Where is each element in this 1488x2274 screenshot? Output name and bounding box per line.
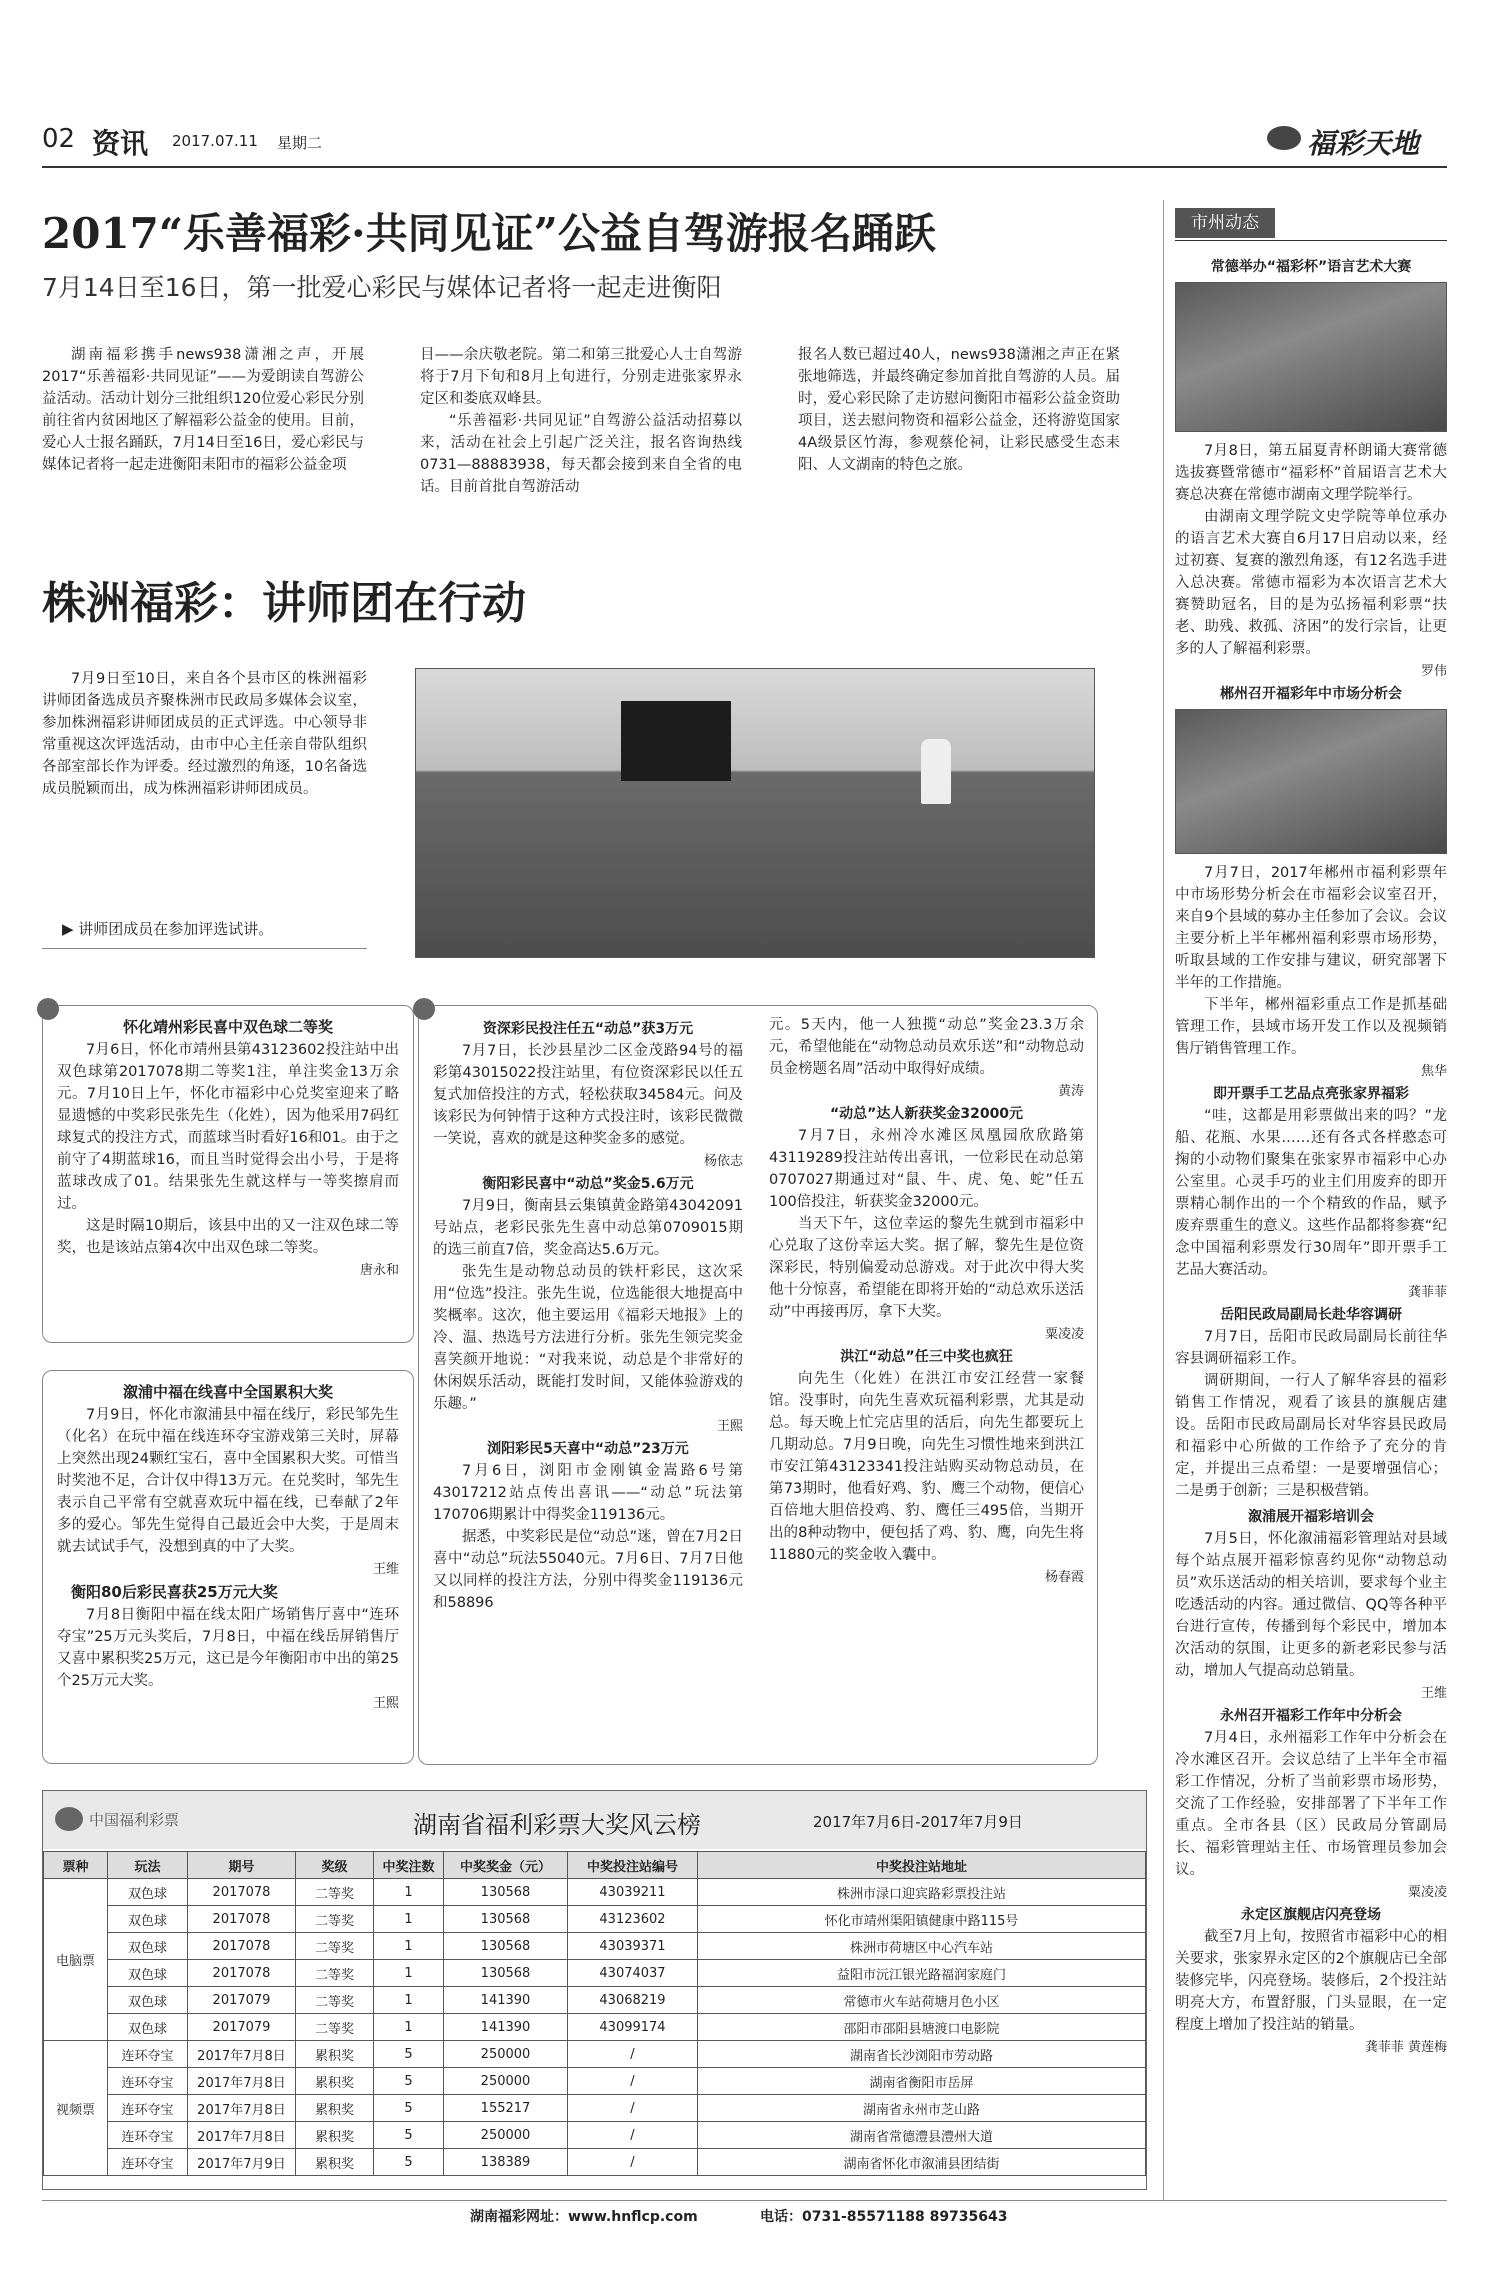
table-cell: 141390 (444, 1987, 568, 2014)
table-cell: 250000 (444, 2068, 568, 2095)
lead-title: 2017“乐善福彩·共同见证”公益自驾游报名踊跃 (42, 209, 936, 258)
table-cell: 43123602 (568, 1906, 698, 1933)
table-cell: 2017078 (188, 1906, 296, 1933)
table-cell: 5 (374, 2095, 444, 2122)
table-cell: 常德市火车站荷塘月色小区 (698, 1987, 1146, 2014)
table-cell: 1 (374, 1879, 444, 1906)
lottery-table-block (42, 1790, 1147, 2190)
table-row (44, 1906, 1146, 1933)
table-cell: 2017078 (188, 1933, 296, 1960)
table-cell: 二等奖 (296, 1987, 374, 2014)
table-row (44, 2041, 1146, 2068)
lead-col-2: 目——余庆敬老院。第二和第三批爱心人士自驾游将于7月下旬和8月上旬进行，分别走进张家界永定区和娄底双峰县。 “乐善福彩·共同见证”自驾游公益活动招募以来，活动在社会上引起广泛关注，报名咨询热线0731—88883938，每天都会接到来自全省的电话。目前首批自驾游活动 (420, 347, 742, 495)
table-row (44, 1987, 1146, 2014)
table-cell: 连环夺宝 (108, 2149, 188, 2176)
section-name: 资讯 (92, 127, 149, 160)
table-cell: 湖南省永州市芝山路 (698, 2095, 1146, 2122)
table-cell: 5 (374, 2149, 444, 2176)
table-cell: 双色球 (108, 1987, 188, 2014)
table-cell: 1 (374, 1960, 444, 1987)
table-cell: 5 (374, 2122, 444, 2149)
photo-lecture (415, 668, 1095, 958)
table-cell: 连环夺宝 (108, 2122, 188, 2149)
box-left-bottom-p1: 7月9日，怀化市溆浦县中福在线厅，彩民邹先生（化名）在玩中福在线连环夺宝游戏第三关时，屏幕上突然出现24颗红宝石，喜中全国累积大奖。可惜当时奖池不足，合计仅中得13万元。在兑奖时，邹先生表示自己平常有空就喜欢玩中福在线，已奉献了2年多的爱心。邹先生觉得自己最近会中大奖，于是周末就去试试手气，没想到真的中了大奖。 (57, 1407, 399, 1555)
second-body: 7月9日至10日，来自各个县市区的株洲福彩讲师团备选成员齐聚株洲市民政局多媒体会议室，参加株洲福彩讲师团成员的正式评选。中心领导非常重视这次评选活动，由市中心主任亲自带队组织各部室部长作为评委。经过激烈的角逐，10名备选成员脱颖而出，成为株洲福彩讲师团成员。 (42, 671, 367, 797)
badge-icon (37, 998, 59, 1020)
table-cell: 2017年7月8日 (188, 2041, 296, 2068)
page-number: 02 (42, 124, 76, 154)
box-left-top (42, 1005, 414, 1343)
box-left-top-p1: 7月6日，怀化市靖州县第43123602投注站中出双色球第2017078期二等奖1注，单注奖金13万余元。7月10日上午，怀化市福彩中心兑奖室迎来了略显遗憾的中奖彩民张先生（化姓），因为他采用7码红球复式的投注方式，而蓝球当时看好16和01。由于之前守了4期蓝球16，而且当时觉得会出小号，于是将蓝球改成了01。结果张先生就这样与一等奖擦肩而过。 (57, 1042, 399, 1212)
table-cell: 2017078 (188, 1879, 296, 1906)
badge-icon (413, 998, 435, 1020)
table-cell: / (568, 2095, 698, 2122)
table-cell: 连环夺宝 (108, 2068, 188, 2095)
table-cell: / (568, 2149, 698, 2176)
table-cell: / (568, 2068, 698, 2095)
table-cell: 43039211 (568, 1879, 698, 1906)
lead-subtitle: 7月14日至16日，第一批爱心彩民与媒体记者将一起走进衡阳 (42, 273, 722, 302)
table-cell: 43099174 (568, 2014, 698, 2041)
sidebar-tag-rule (1175, 240, 1447, 241)
table-cell: 株洲市荷塘区中心汽车站 (698, 1933, 1146, 1960)
table-cell: 250000 (444, 2041, 568, 2068)
brand-logo-icon (1267, 126, 1301, 150)
table-cell: 双色球 (108, 1879, 188, 1906)
table-cell: 2017年7月9日 (188, 2149, 296, 2176)
table-cell: 1 (374, 1987, 444, 2014)
table-cell: 2017079 (188, 2014, 296, 2041)
table-title: 湖南省福利彩票大奖风云榜 (413, 1811, 701, 1839)
table-row (44, 2122, 1146, 2149)
table-row (44, 2068, 1146, 2095)
lottery-table (43, 1851, 1146, 2176)
table-cell: 双色球 (108, 2014, 188, 2041)
speaker-figure (921, 739, 951, 804)
table-cell: 累积奖 (296, 2068, 374, 2095)
issue-weekday: 星期二 (277, 134, 323, 152)
sidebar-divider (1163, 200, 1164, 2200)
table-cell: 2017年7月8日 (188, 2122, 296, 2149)
welfare-logo-icon (55, 1807, 83, 1831)
table-cell: 双色球 (108, 1960, 188, 1987)
table-header-bar (43, 1791, 1146, 1849)
table-cell: 43039371 (568, 1933, 698, 1960)
table-cell: 双色球 (108, 1906, 188, 1933)
table-cell: / (568, 2041, 698, 2068)
table-cell: 138389 (444, 2149, 568, 2176)
table-row (44, 2149, 1146, 2176)
table-cell: 2017年7月8日 (188, 2068, 296, 2095)
footer-site: 湖南福彩网址：www.hnflcp.com (470, 2209, 698, 2225)
table-cell: 连环夺宝 (108, 2041, 188, 2068)
table-row (44, 1960, 1146, 1987)
table-cell: 累积奖 (296, 2149, 374, 2176)
footer-phone: 电话：0731-85571188 89735643 (760, 2209, 1008, 2225)
projector-screen (621, 701, 731, 781)
table-cell: 益阳市沅江银光路福润家庭门 (698, 1960, 1146, 1987)
table-cell: 湖南省怀化市溆浦县团结街 (698, 2149, 1146, 2176)
box-left-top-title: 怀化靖州彩民喜中双色球二等奖 (122, 1018, 333, 1036)
table-cell: / (568, 2122, 698, 2149)
table-cell: 湖南省常德澧县澧州大道 (698, 2122, 1146, 2149)
caption-rule (42, 948, 367, 949)
table-cell: 湖南省衡阳市岳屏 (698, 2068, 1146, 2095)
table-cell: 2017078 (188, 1960, 296, 1987)
table-cell: 1 (374, 1933, 444, 1960)
brand-name: 福彩天地 (1307, 127, 1420, 160)
footer-rule (42, 2200, 1447, 2201)
table-cell: 1 (374, 2014, 444, 2041)
table-cell: 155217 (444, 2095, 568, 2122)
table-period: 2017年7月6日-2017年7月9日 (813, 1813, 1023, 1831)
welfare-logo-text: 中国福利彩票 (89, 1811, 180, 1829)
table-cell: 5 (374, 2041, 444, 2068)
sidebar-tag: 市州动态 (1175, 208, 1275, 238)
lead-col-1: 湖南福彩携手news938潇湘之声，开展2017“乐善福彩·共同见证”——为爱朗读自驾游公益活动。活动计划分三批组织120位爱心彩民分别前往省内贫困地区了解福彩公益金的使用。目前，爱心人士报名踊跃，7月14日至16日，爱心彩民与媒体记者将一起走进衡阳耒阳市的福彩公益金项 (42, 347, 364, 473)
table-row (44, 1879, 1146, 1906)
box-left-bottom-sub: 衡阳80后彩民喜获25万元大奖 (71, 1583, 278, 1601)
table-cell: 二等奖 (296, 1933, 374, 1960)
sidebar: 常德举办“福彩杯”语言艺术大赛 7月8日，第五届夏青杯朗诵大赛常德选拔赛暨常德市“福彩杯”首届语言艺术大赛总决赛在常德市湖南文理学院举行。 由湖南文理学院文史学院等单位承办的语言艺术大赛自6月17日启动以来，经过初赛、复赛的激烈角逐，有12名选手进入总决赛。常德市福彩为本次语言艺术大赛赞助冠名，目的是为弘扬福利彩票“扶老、助残、救孤、济困”的发行宗旨，让更多的人了解福利彩票。 罗伟 郴州召开福彩年中市场分析会 7月7日，2017年郴州市福利彩票年中市场形势分析会在市福彩会议室召开，来自9个县域的募办主任参加了会议。会议主要分析上半年郴州福利彩票市场形势，听取县域的工作安排与建议，研究部署下半年的工作措施。 下半年，郴州福彩重点工作是抓基础管理工作，县域市场开发工作以及视频销售厅销售管理工作。 焦华 即开票手工艺品点亮张家界福彩 “哇，这都是用彩票做出来的吗？”龙船、花瓶、水果……还有各式各样憨态可掬的小动物们聚集在张家界市福彩中心办公室里。心灵手巧的业主们用废弃的即开票精心制作出的一个个精致的作品，赋予废弃票重生的意义。这些作品都将参赛“纪念中国福利彩票发行30周年”即开票手工艺品大赛活动。 龚菲菲 岳阳民政局副局长赴华容调研 7月7日，岳阳市民政局副局长前往华容县调研福彩工作。 调研期间，一行人了解华容县的福彩销售工作情况，观看了该县的旗舰店建设。岳阳市民政局副局长对华容县民政局和福彩中心所做的工作给予了充分的肯定，并提出三点希望：一是要增强信心；二是勇于创新；三是积极营销。 溆浦展开福彩培训会 7月5日，怀化溆浦福彩管理站对县域每个站点展开福彩惊喜约见你“动物总动员”欢乐送活动的相关培训，要求每个业主吃透活动的内容。通过微信、QQ等各种平台进行宣传，传播到每个彩民中，增加本次活动的氛围，让更多的新老彩民参与活动，增加人气提高动总销量。 王维 永州召开福彩工作年中分析会 7月4日，永州福彩工作年中分析会在冷水滩区召开。会议总结了上半年全市福彩工作情况，分析了当前彩票市场形势，交流了工作经验，安排部署了下半年工作重点。全市各县（区）民政局分管副局长、福彩管理站主任、市场管理员参加会议。 粟凌凌 永定区旗舰店闪亮登场 截至7月上旬，按照省市福彩中心的相关要求，张家界永定区的2个旗舰店已全部装修完毕，闪亮登场。装修后，2个投注站明亮大方，布置舒服，门头显眼，在一定程度上增加了投注站的销量。 龚菲菲 黄莲梅 (1175, 259, 1447, 2055)
table-cell: 累积奖 (296, 2095, 374, 2122)
table-cell: 2017年7月8日 (188, 2095, 296, 2122)
table-row (44, 1933, 1146, 1960)
table-cell: 130568 (444, 1906, 568, 1933)
box-left-top-byline: 唐永和 (359, 1263, 399, 1278)
table-cell: 43068219 (568, 1987, 698, 2014)
box-left-bottom (42, 1370, 414, 1764)
table-cell: 累积奖 (296, 2041, 374, 2068)
page-header (42, 120, 1447, 164)
lead-col-3: 报名人数已超过40人，news938潇湘之声正在紧张地筛选，并最终确定参加首批自驾游的人员。届时，爱心彩民除了走访慰问衡阳市福彩公益金资助项目，送去慰问物资和福彩公益金，还将游览国家4A级景区竹海，参观蔡伦祠，让彩民感受生态耒阳、人文湖南的特色之旅。 (798, 347, 1120, 473)
table-cell: 5 (374, 2068, 444, 2095)
table-cell: 双色球 (108, 1933, 188, 1960)
ticket-type-cell: 视频票 (44, 2041, 108, 2176)
table-cell: 累积奖 (296, 2122, 374, 2149)
table-cell: 130568 (444, 1879, 568, 1906)
table-cell: 怀化市靖州渠阳镇健康中路115号 (698, 1906, 1146, 1933)
ticket-type-cell: 电脑票 (44, 1879, 108, 2041)
table-cell: 2017079 (188, 1987, 296, 2014)
header-rule (42, 166, 1447, 168)
table-header-row: 票种 玩法 期号 奖级 中奖注数 中奖奖金（元） 中奖投注站编号 中奖投注站地址 (44, 1852, 1146, 1879)
table-wrapper (43, 1851, 1146, 2176)
table-cell: 二等奖 (296, 2014, 374, 2041)
issue-date: 2017.07.11 (172, 132, 258, 150)
table-cell: 二等奖 (296, 1879, 374, 1906)
table-cell: 二等奖 (296, 1960, 374, 1987)
table-cell: 130568 (444, 1933, 568, 1960)
table-cell: 1 (374, 1906, 444, 1933)
table-cell: 130568 (444, 1960, 568, 1987)
table-row (44, 2014, 1146, 2041)
table-cell: 141390 (444, 2014, 568, 2041)
table-row (44, 2095, 1146, 2122)
box-left-bottom-by2: 王熙 (372, 1696, 399, 1711)
table-cell: 二等奖 (296, 1906, 374, 1933)
table-cell: 连环夺宝 (108, 2095, 188, 2122)
box-mid-col-2: 元。5天内，他一人独揽“动总”奖金23.3万余元，希望他能在“动物总动员欢乐送”和“动物总动员金榜题名周”活动中取得好成绩。 黄涛 “动总”达人新获奖金32000元 7月7日，永州冷水滩区凤凰园欣欣路第43119289投注站传出喜讯，一位彩民在动总第0707027期通过对“鼠、牛、虎、兔、蛇”任五100倍投注，斩获奖金32000元。 当天下午，这位幸运的黎先生就到市福彩中心兑取了这份幸运大奖。据了解，黎先生是位资深彩民，特别偏爱动总游戏。对于此次中得大奖他十分惊喜，希望能在即将开始的“动总欢乐送活动”中再接再厉，拿下大奖。 粟凌凌 洪江“动总”任三中奖也疯狂 向先生（化姓）在洪江市安江经营一家餐馆。没事时，向先生喜欢玩福利彩票，尤其是动总。每天晚上忙完店里的活后，向先生都要玩上几期动总。7月9日晚，向先生习惯性地来到洪江市安江第43123341投注站购买动物总动员，在第73期时，他看好鸡、豹、鹰三个动物，便信心百倍地大胆倍投鸡、豹、鹰任三495倍，当期开出的8种动物中，便包括了鸡、豹、鹰，向先生将11880元的奖金收入囊中。 杨春霞 (769, 1017, 1084, 1585)
photo-meeting (1175, 709, 1447, 854)
box-left-bottom-p2: 7月8日衡阳中福在线太阳广场销售厅喜中“连环夺宝”25万元头奖后，7月8日，中福在线岳屏销售厅又喜中累积奖25万元，这已是今年衡阳市中出的第25个25万元大奖。 (57, 1607, 399, 1689)
box-mid (418, 1005, 1098, 1765)
table-cell: 43074037 (568, 1960, 698, 1987)
box-left-top-p2: 这是时隔10期后，该县中出的又一注双色球二等奖，也是该站点第4次中出双色球二等奖。 (57, 1218, 399, 1256)
table-cell: 湖南省长沙浏阳市劳动路 (698, 2041, 1146, 2068)
table-cell: 250000 (444, 2122, 568, 2149)
table-cell: 邵阳市邵阳县塘渡口电影院 (698, 2014, 1146, 2041)
photo-caption: ▶ 讲师团成员在参加评选试讲。 (62, 920, 274, 938)
box-left-bottom-by1: 王维 (372, 1562, 399, 1577)
second-title: 株洲福彩：讲师团在行动 (42, 578, 526, 629)
box-left-bottom-title: 溆浦中福在线喜中全国累积大奖 (122, 1383, 333, 1401)
photo-contest (1175, 282, 1447, 432)
table-cell: 株洲市渌口迎宾路彩票投注站 (698, 1879, 1146, 1906)
box-mid-col-1: 资深彩民投注任五“动总”获3万元 7月7日，长沙县星沙二区金茂路94号的福彩第43015022投注站里，有位资深彩民以任五复式加倍投注的方式，轻松获取34584元。问及该彩民为何钟情于这种方式投注时，该彩民微微一笑说，喜欢的就是这种奖金多的感觉。 杨依志 衡阳彩民喜中“动总”奖金5.6万元 7月9日，衡南县云集镇黄金路第43042091号站点，老彩民张先生喜中动总第0709015期的选三前直7倍，奖金高达5.6万元。 张先生是动物总动员的铁杆彩民，这次采用“位选”投注。张先生说，位选能很大地提高中奖概率。这次，他主要运用《福彩天地报》上的冷、温、热选号方法进行分析。张先生领完奖金喜笑颜开地说：“对我来说，动总是个非常好的休闲娱乐活动，既能打发时间，又能体验游戏的乐趣。” 王熙 浏阳彩民5天喜中“动总”23万元 7月6日，浏阳市金刚镇金嵩路6号第43017212站点传出喜讯——“动总”玩法第170706期累计中得奖金119136元。 据悉，中奖彩民是位“动总”迷，曾在7月2日喜中“动总”玩法55040元。7月6日、7月7日他又以同样的投注方法，分别中得奖金119136元和58896 (433, 1021, 743, 1611)
